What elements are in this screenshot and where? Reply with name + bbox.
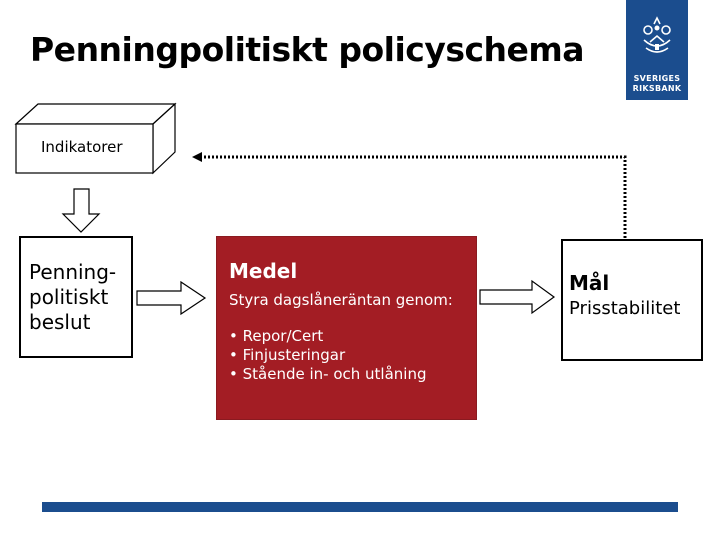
goal-heading: Mål (569, 271, 610, 295)
instrument-item: • Repor/Cert (229, 327, 324, 345)
logo-text-line1: SVERIGES (633, 74, 681, 83)
goal-box (561, 239, 703, 361)
indicators-label: Indikatorer (41, 138, 123, 156)
arrow-to-instrument (137, 282, 205, 314)
decision-box (19, 236, 133, 358)
decision-line: politiskt (29, 285, 109, 309)
footer-bar (42, 502, 678, 512)
feedback-dotted-line (192, 152, 625, 238)
instrument-item: • Finjusteringar (229, 346, 346, 364)
logo-text-line2: RIKSBANK (632, 84, 682, 93)
page-title: Penningpolitiskt policyschema (30, 30, 585, 69)
down-arrow (63, 189, 99, 232)
arrow-to-goal (480, 281, 554, 313)
decision-line: beslut (29, 310, 91, 334)
decision-line: Penning- (29, 260, 117, 284)
goal-subtitle: Prisstabilitet (569, 298, 681, 319)
instrument-item: • Stående in- och utlåning (229, 365, 427, 383)
instrument-box (216, 236, 477, 420)
instrument-heading: Medel (229, 259, 298, 283)
instrument-subtitle: Styra dagslåneräntan genom: (229, 291, 453, 309)
